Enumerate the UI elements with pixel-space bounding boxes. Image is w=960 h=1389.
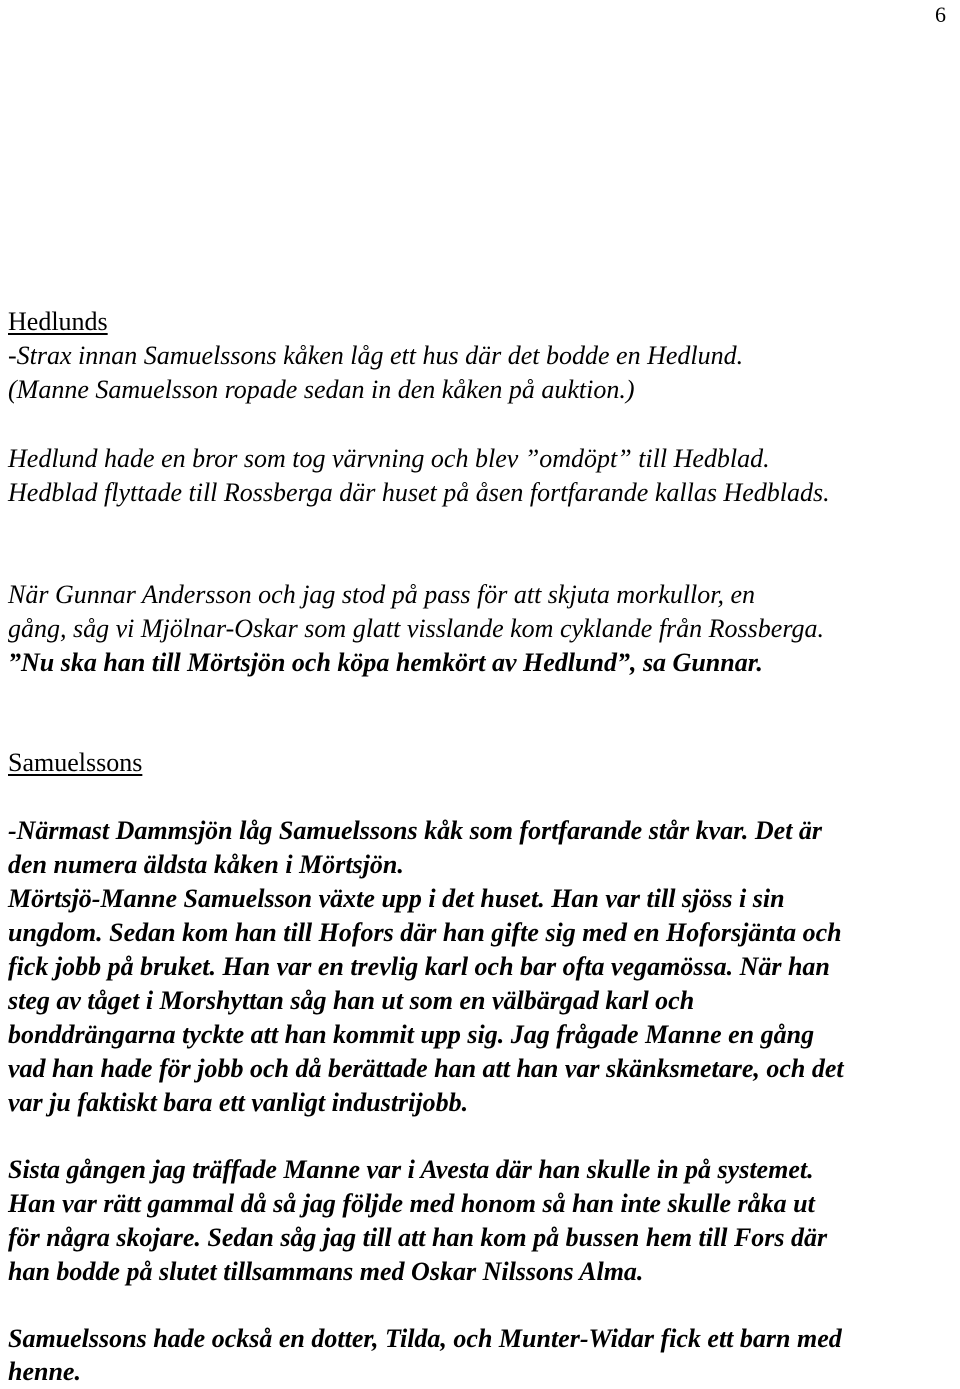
- paragraph-line: Hedlund hade en bror som tog värvning och blev ”omdöpt” till Hedblad.: [8, 444, 770, 473]
- paragraph-line: (Manne Samuelsson ropade sedan in den kåken på auktion.): [8, 375, 635, 404]
- paragraph-line: Han var rätt gammal då så jag följde med honom så han inte skulle råka ut: [8, 1189, 815, 1218]
- paragraph-line: bonddrängarna tyckte att han kommit upp sig. Jag frågade Manne en gång: [8, 1020, 815, 1049]
- paragraph-line: -Närmast Dammsjön låg Samuelssons kåk som fortfarande står kvar. Det är: [8, 816, 823, 845]
- paragraph-line: för några skojare. Sedan såg jag till att han kom på bussen hem till Fors där: [8, 1223, 828, 1252]
- paragraph-line: ungdom. Sedan kom han till Hofors där han gifte sig med en Hoforsjänta och: [8, 918, 842, 947]
- paragraph-line: vad han hade för jobb och då berättade han att han var skänksmetare, och det: [8, 1054, 844, 1083]
- paragraph-line: han bodde på slutet tillsammans med Oskar Nilssons Alma.: [8, 1257, 644, 1286]
- paragraph-line: henne.: [8, 1357, 81, 1386]
- paragraph-line: den numera äldsta kåken i Mörtsjön.: [8, 850, 404, 879]
- paragraph-line: Mörtsjö-Manne Samuelsson växte upp i det huset. Han var till sjöss i sin: [8, 884, 785, 913]
- paragraph-line: fick jobb på bruket. Han var en trevlig karl och bar ofta vegamössa. När han: [8, 952, 830, 981]
- paragraph-line: steg av tåget i Morshyttan såg han ut som en välbärgad karl och: [8, 986, 695, 1015]
- paragraph-line: Sista gången jag träffade Manne var i Avesta där han skulle in på systemet.: [8, 1155, 814, 1184]
- section-heading-samuelssons: Samuelssons: [8, 748, 143, 777]
- paragraph-line: När Gunnar Andersson och jag stod på pass för att skjuta morkullor, en: [8, 580, 756, 609]
- paragraph-line: Hedblad flyttade till Rossberga där huset på åsen fortfarande kallas Hedblads.: [8, 478, 830, 507]
- paragraph-line: gång, såg vi Mjölnar-Oskar som glatt visslande kom cyklande från Rossberga.: [8, 614, 824, 643]
- paragraph-line: Samuelssons hade också en dotter, Tilda, och Munter-Widar fick ett barn med: [8, 1324, 842, 1353]
- section-heading-hedlunds: Hedlunds: [8, 307, 108, 336]
- paragraph-line: ”Nu ska han till Mörtsjön och köpa hemkört av Hedlund”, sa Gunnar.: [8, 648, 763, 677]
- paragraph-line: -Strax innan Samuelssons kåken låg ett hus där det bodde en Hedlund.: [8, 341, 744, 370]
- page-number: 6: [935, 2, 946, 27]
- paragraph-line: var ju faktiskt bara ett vanligt industrijobb.: [8, 1088, 469, 1117]
